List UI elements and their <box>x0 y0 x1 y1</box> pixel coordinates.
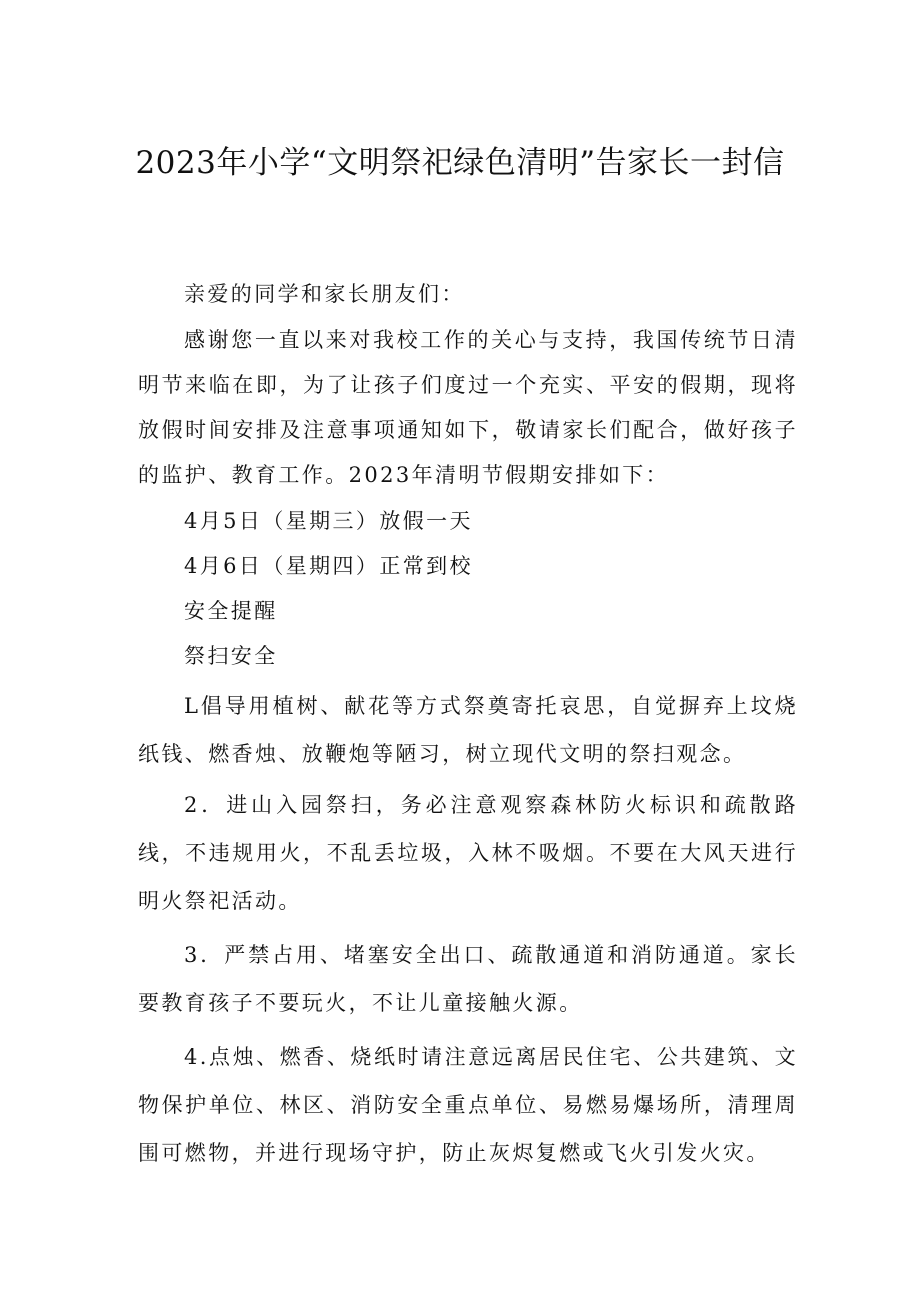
subsection-heading: 祭扫安全 <box>184 644 278 668</box>
salutation: 亲爱的同学和家长朋友们： <box>184 282 465 306</box>
safety-item-2: 2．进山入园祭扫，务必注意观察森林防火标识和疏散路线，不违规用火，不乱丢垃圾，入林不吸烟。不要在大风天进行明火祭祀活动。 <box>138 793 798 913</box>
safety-item-3: 3．严禁占用、堵塞安全出口、疏散通道和消防通道。家长要教育孩子不要玩火，不让儿童接触火源。 <box>138 943 798 1015</box>
safety-item-4: 4.点烛、燃香、烧纸时请注意远离居民住宅、公共建筑、文物保护单位、林区、消防安全重点单位、易燃易爆场所，清理周围可燃物，并进行现场守护，防止灰烬复燃或飞火引发火灾。 <box>138 1045 798 1165</box>
safety-item-1: L倡导用植树、献花等方式祭奠寄托哀思，自觉摒弃上坟烧纸钱、燃香烛、放鞭炮等陋习，树立现代文明的祭扫观念。 <box>138 694 798 766</box>
intro-paragraph: 感谢您一直以来对我校工作的关心与支持，我国传统节日清明节来临在即，为了让孩子们度过一个充实、平安的假期，现将放假时间安排及注意事项通知如下，敬请家长们配合，做好孩子的监护、教育工作。2023年清明节假期安排如下： <box>138 328 798 487</box>
document-title: 2023年小学“文明祭祀绿色清明”告家长一封信 <box>135 145 785 181</box>
schedule-line-1: 4月5日（星期三）放假一天 <box>184 509 473 533</box>
document-body <box>138 272 798 1177</box>
schedule-line-2: 4月6日（星期四）正常到校 <box>184 554 473 578</box>
section-heading: 安全提醒 <box>184 599 278 623</box>
